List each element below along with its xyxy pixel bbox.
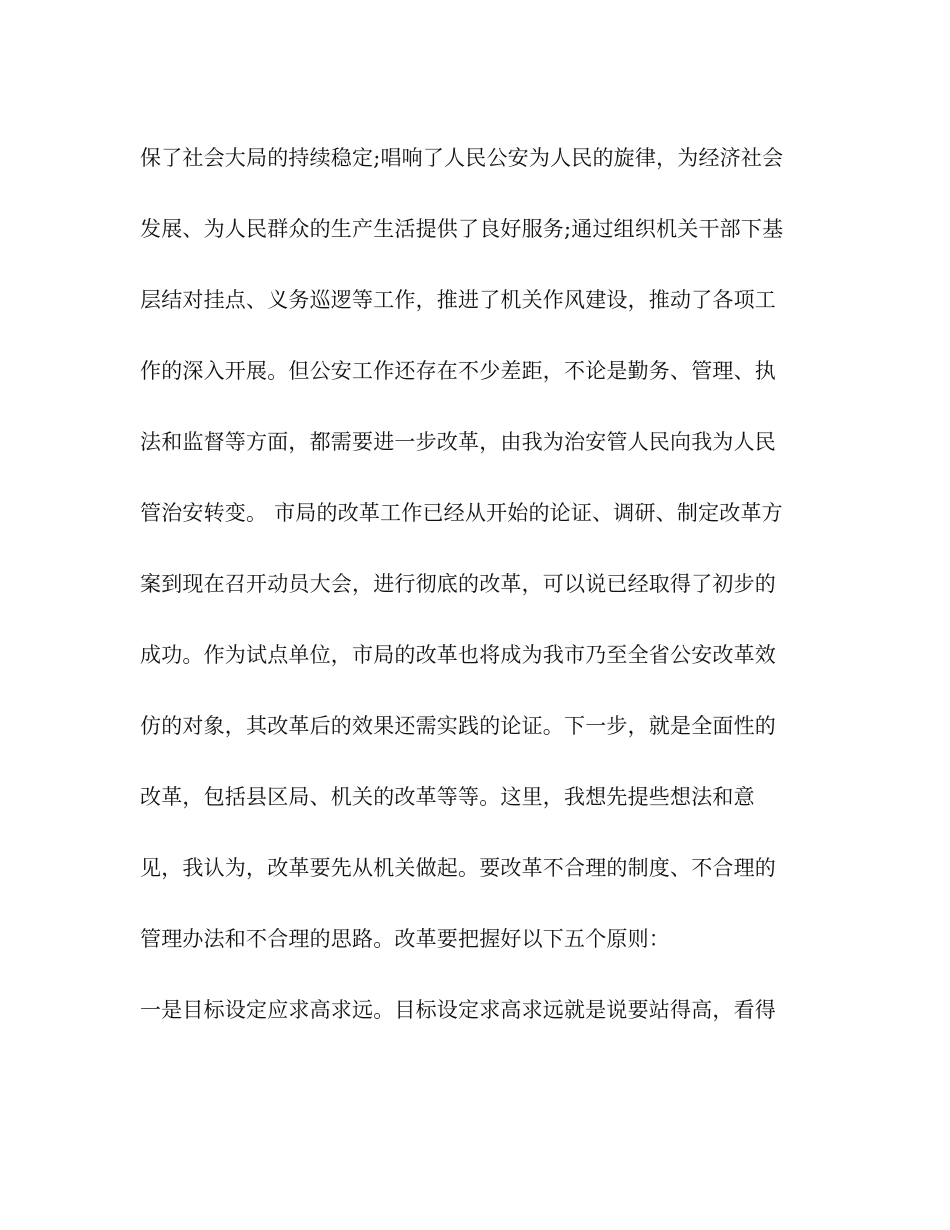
text-line: 改革，包括县区局、机关的改革等等。这里，我想先提些想法和意 bbox=[140, 785, 755, 809]
text-line: 管治安转变。 市局的改革工作已经从开始的论证、调研、制定改革方 bbox=[140, 501, 783, 525]
text-line: 层结对挂点、义务巡逻等工作，推进了机关作风建设，推动了各项工 bbox=[140, 288, 776, 312]
text-line: 法和监督等方面，都需要进一步改革，由我为治安管人民向我为人民 bbox=[140, 430, 776, 454]
text-line: 管理办法和不合理的思路。改革要把握好以下五个原则： bbox=[140, 927, 670, 951]
text-line: 一是目标设定应求高求远。目标设定求高求远就是说要站得高，看得 bbox=[140, 998, 776, 1022]
text-line: 成功。作为试点单位，市局的改革也将成为我市乃至全省公安改革效 bbox=[140, 643, 776, 667]
text-line: 作的深入开展。但公安工作还存在不少差距，不论是勤务、管理、执 bbox=[140, 359, 776, 383]
text-line: 保了社会大局的持续稳定;唱响了人民公安为人民的旋律，为经济社会 bbox=[140, 146, 784, 170]
text-line: 仿的对象，其改革后的效果还需实践的论证。下一步，就是全面性的 bbox=[140, 714, 776, 738]
text-line: 发展、为人民群众的生产生活提供了良好服务;通过组织机关干部下基 bbox=[140, 217, 784, 241]
text-line: 案到现在召开动员大会，进行彻底的改革，可以说已经取得了初步的 bbox=[140, 572, 776, 596]
text-line: 见，我认为，改革要先从机关做起。要改革不合理的制度、不合理的 bbox=[140, 856, 776, 880]
